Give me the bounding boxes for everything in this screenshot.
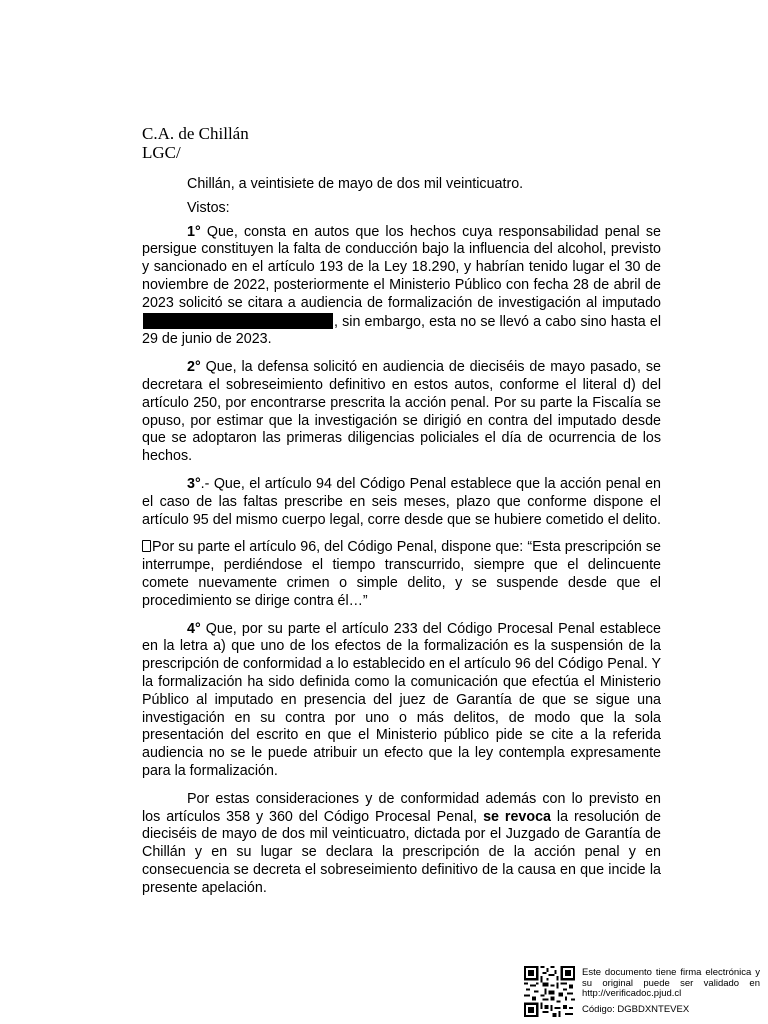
- paragraph-3b: [142, 539, 661, 610]
- resolution-body: [142, 176, 661, 907]
- paragraph-1: [142, 224, 661, 350]
- paragraph-3-number: 3°: [187, 475, 201, 492]
- paragraph-3b-text: Por su parte el artículo 96, del Código Penal, dispone que: “Esta prescripción se interrumpe, perdiéndose el tiempo transcurrido, siempre que el delincuente comete nuevamente crimen o simple delito, y se suspende desde que el procedimiento se dirige contra él…”: [142, 539, 661, 609]
- document-header: [142, 124, 249, 162]
- paragraph-1-number: 1°: [187, 223, 201, 240]
- author-initials: LGC/: [142, 143, 181, 162]
- verification-code: Código: DGBDXNTEVEX: [582, 1003, 690, 1015]
- paragraph-3: [142, 476, 661, 529]
- paragraph-4: [142, 621, 661, 781]
- paragraph-4-text: Que, por su parte el artículo 233 del Código Procesal Penal establece en la letra a) que uno de los efectos de la formalización es la suspensión de la prescripción de conformidad a lo establecido en el artículo 96 del Código Penal. Y la formalización ha sido definida como la comunicación que efectúa el Ministerio Público al imputado en presencia del juez de Garantía de que se sigue una investigación en su contra por uno o más delitos, de modo que la sola presentación del escrito en que el Ministerio público pide se cite a la referida audiencia no se le puede atribuir un efecto que la ley contempla expresamente para la formalización.: [142, 620, 661, 779]
- paragraph-1-text-a: Que, consta en autos que los hechos cuya responsabilidad penal se persigue constituyen la falta de conducción bajo la influencia del alcohol, previsto y sancionado en el artículo 193 de la Ley 18.290, y habrían tenido lugar el 30 de noviembre de 2022, posteriormente el Ministerio Público con fecha 28 de abril de 2023 solicitó se citara a audiencia de formalización de investigación al imputado: [142, 223, 661, 311]
- paragraph-5-text-b: la resolución de dieciséis de mayo de dos mil veinticuatro, dictada por el Juzgado de Garantía de Chillán y en su lugar se declara la prescripción de la acción penal y en consecuencia se decreta el sobreseimiento definitivo de la causa en que incide la presente apelación.: [142, 808, 661, 896]
- redaction-bar: [143, 313, 333, 329]
- paragraph-2-number: 2°: [187, 359, 201, 376]
- paragraph-3-text: .- Que, el artículo 94 del Código Penal establece que la acción penal en el caso de las faltas prescribe en seis meses, plazo que conforme dispone el artículo 95 del mismo cuerpo legal, corre desde que se hubiere cometido el delito.: [142, 475, 661, 528]
- paragraph-1-text-b: , sin embargo, esta no se llevó a cabo sino hasta el 29 de junio de 2023.: [142, 313, 661, 348]
- court-name: C.A. de Chillán: [142, 124, 249, 143]
- missing-glyph-icon: [142, 540, 151, 552]
- paragraph-4-number: 4°: [187, 620, 201, 637]
- qr-code-icon: [524, 966, 575, 1017]
- paragraph-5: [142, 791, 661, 898]
- revoca-emphasis: se revoca: [483, 808, 551, 825]
- paragraph-5-text-a: Por estas consideraciones y de conformidad además con lo previsto en los artículos 358 y 360 del Código Procesal Penal,: [142, 790, 661, 825]
- date-line: Chillán, a veintisiete de mayo de dos mil veinticuatro.: [187, 176, 524, 192]
- paragraph-2-text: Que, la defensa solicitó en audiencia de dieciséis de mayo pasado, se decretara el sobreseimiento definitivo en estos autos, conforme el literal d) del artículo 250, por encontrarse prescrita la acción penal. Por su parte la Fiscalía se opuso, por estimar que la investigación se dirigió en contra del imputado desde que se adoptaron las primeras diligencias policiales el día de ocurrencia de los hechos.: [142, 359, 661, 465]
- vistos-heading: Vistos:: [187, 199, 230, 216]
- paragraph-2: [142, 359, 661, 466]
- signature-notice-text: Este documento tiene firma electrónica y su original puede ser validado en http://verificadoc.pjud.cl: [582, 967, 760, 999]
- electronic-signature-notice: [582, 968, 760, 1015]
